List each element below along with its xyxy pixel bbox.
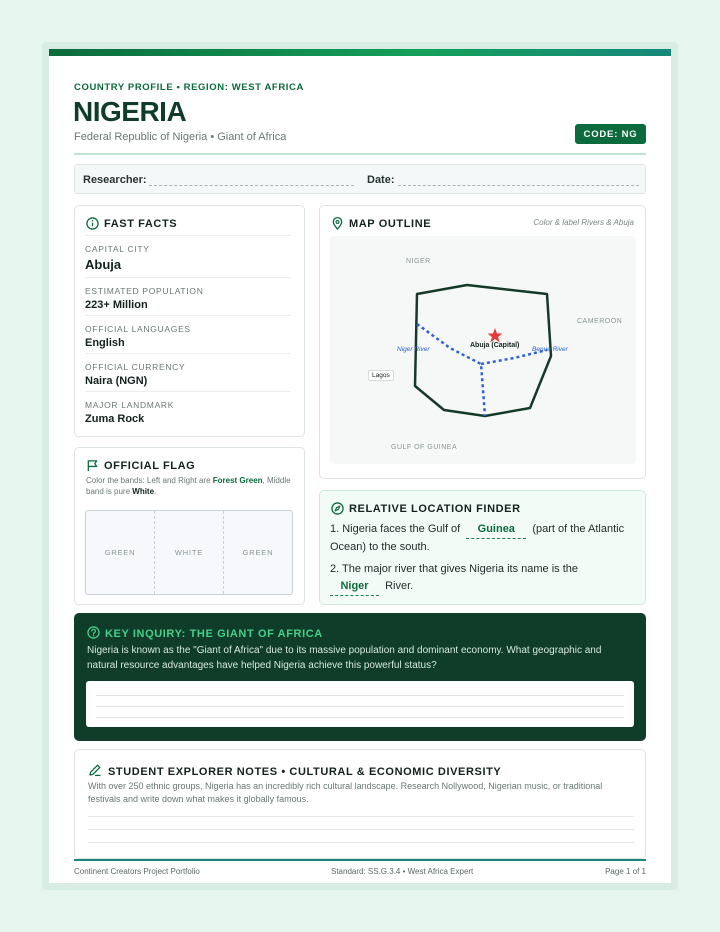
- eyebrow-text: COUNTRY PROFILE • REGION: WEST AFRICA: [74, 82, 304, 93]
- info-icon: [86, 217, 99, 230]
- inquiry-prompt: Nigeria is known as the "Giant of Africa" due to its massive population and dominant economy. What geographic and natural resource advantages have helped Nigeria achieve this powerful status?: [87, 645, 602, 671]
- fact-label: ESTIMATED POPULATION: [85, 286, 204, 296]
- flag-title: OFFICIAL FLAG: [104, 459, 196, 472]
- researcher-date-bar: [74, 164, 646, 194]
- footer-center: Standard: SS.G.3.4 • West Africa Expert: [331, 867, 474, 876]
- notes-line[interactable]: [88, 816, 634, 817]
- answer-line: [96, 706, 624, 707]
- page-subtitle: Federal Republic of Nigeria • Giant of Africa: [74, 131, 287, 143]
- country-code-badge: CODE: NG: [575, 124, 646, 144]
- niger-river-line: [417, 324, 485, 416]
- map-title: MAP OUTLINE: [349, 217, 432, 230]
- flag-band-middle[interactable]: WHITE: [154, 511, 223, 594]
- fast-facts-card: [74, 205, 305, 437]
- footer-page-number: Page 1 of 1: [605, 867, 646, 876]
- date-field[interactable]: [398, 185, 639, 186]
- map-area[interactable]: [330, 236, 636, 464]
- label-cameroon: CAMEROON: [577, 318, 623, 325]
- notes-line[interactable]: [88, 842, 634, 843]
- map-heading: [331, 217, 431, 230]
- researcher-field[interactable]: [149, 185, 354, 186]
- answer-line: [96, 695, 624, 696]
- divider: [85, 391, 291, 392]
- relative-location-card: [319, 490, 646, 605]
- fact-currency: [85, 362, 291, 387]
- fact-value: Abuja: [85, 257, 122, 272]
- worksheet-page: [49, 49, 671, 883]
- notes-prompt: With over 250 ethnic groups, Nigeria has an incredibly rich cultural landscape. Research Nollywood, Nigerian music, or traditional festivals and write down what makes it globally famous.: [88, 781, 603, 804]
- capital-star-icon: [488, 328, 503, 343]
- flag-icon: [86, 459, 99, 472]
- map-outline-card: [319, 205, 646, 479]
- header-divider: [74, 153, 646, 155]
- flag-coloring-area[interactable]: [85, 510, 293, 595]
- fact-landmark: [85, 400, 291, 425]
- fact-value: Naira (NGN): [85, 375, 148, 387]
- fact-label: CAPITAL CITY: [85, 244, 150, 254]
- fact-capital: [85, 244, 291, 272]
- nigeria-map-outline: [330, 236, 636, 464]
- answer-line: [96, 717, 624, 718]
- q1-prefix: 1. Nigeria faces the Gulf of: [330, 523, 461, 535]
- label-benue-river: Benue River: [532, 346, 568, 353]
- fact-label: OFFICIAL LANGUAGES: [85, 324, 191, 334]
- inquiry-answer-box[interactable]: [86, 681, 634, 727]
- label-abuja-capital: Abuja (Capital): [470, 342, 520, 349]
- pencil-icon: [88, 763, 102, 780]
- flag-desc-mid: , Middle band is pure: [86, 476, 291, 496]
- finder-heading: [331, 502, 521, 515]
- student-notes-card: [74, 749, 646, 859]
- official-flag-card: [74, 447, 305, 605]
- date-label: Date:: [367, 174, 395, 186]
- fact-value: English: [85, 337, 125, 349]
- flag-band-right[interactable]: GREEN: [223, 511, 292, 594]
- fact-value: Zuma Rock: [85, 413, 145, 425]
- flag-desc-end: .: [154, 487, 157, 496]
- notes-line[interactable]: [88, 829, 634, 830]
- footer-left: Continent Creators Project Portfolio: [74, 867, 200, 876]
- inquiry-title: KEY INQUIRY: THE GIANT OF AFRICA: [105, 628, 323, 640]
- label-gulf-of-guinea: GULF OF GUINEA: [391, 444, 458, 451]
- page-title: NIGERIA: [73, 96, 187, 127]
- label-niger-country: NIGER: [406, 258, 431, 265]
- map-pin-icon: [331, 217, 344, 230]
- question-2: [330, 561, 578, 596]
- fact-languages: [85, 324, 291, 349]
- flag-desc-white: White: [132, 487, 155, 496]
- question-1: [330, 521, 624, 556]
- compass-icon: [331, 502, 344, 515]
- flag-band-left[interactable]: GREEN: [104, 548, 136, 557]
- notes-title: STUDENT EXPLORER NOTES • CULTURAL & ECONOMIC DIVERSITY: [108, 765, 502, 778]
- fast-facts-title: FAST FACTS: [104, 217, 178, 230]
- footer-divider: [74, 859, 646, 861]
- divider: [85, 353, 291, 354]
- q1-line2: Ocean) to the south.: [330, 541, 430, 553]
- finder-title: RELATIVE LOCATION FINDER: [349, 502, 521, 515]
- fact-label: OFFICIAL CURRENCY: [85, 362, 186, 372]
- flag-heading: [86, 459, 195, 472]
- divider: [85, 277, 291, 278]
- researcher-label: Researcher:: [83, 174, 147, 186]
- map-instruction-note: Color & label Rivers & Abuja: [533, 218, 634, 227]
- fact-value: 223+ Million: [85, 299, 148, 311]
- fact-population: [85, 286, 291, 311]
- divider: [85, 315, 291, 316]
- top-accent-bar: [49, 49, 671, 56]
- flag-instructions: [86, 475, 300, 497]
- divider: [85, 235, 291, 236]
- question-icon: [87, 626, 100, 642]
- q1-answer-blank[interactable]: Guinea: [466, 521, 526, 539]
- q2-suffix: River.: [385, 580, 414, 592]
- q2-answer-blank[interactable]: Niger: [330, 578, 379, 596]
- q1-suffix: (part of the Atlantic: [532, 523, 625, 535]
- fast-facts-heading: [86, 217, 177, 230]
- label-lagos: Lagos: [368, 370, 394, 381]
- q2-prefix: 2. The major river that gives Nigeria its name is the: [330, 563, 579, 575]
- label-niger-river: Niger River: [397, 346, 430, 353]
- fact-label: MAJOR LANDMARK: [85, 400, 175, 410]
- key-inquiry-panel: [74, 613, 646, 741]
- notes-heading: [88, 763, 501, 780]
- flag-desc-green: Forest Green: [212, 476, 263, 485]
- flag-desc-prefix: Color the bands: Left and Right are: [86, 476, 213, 485]
- inquiry-heading: [87, 626, 323, 642]
